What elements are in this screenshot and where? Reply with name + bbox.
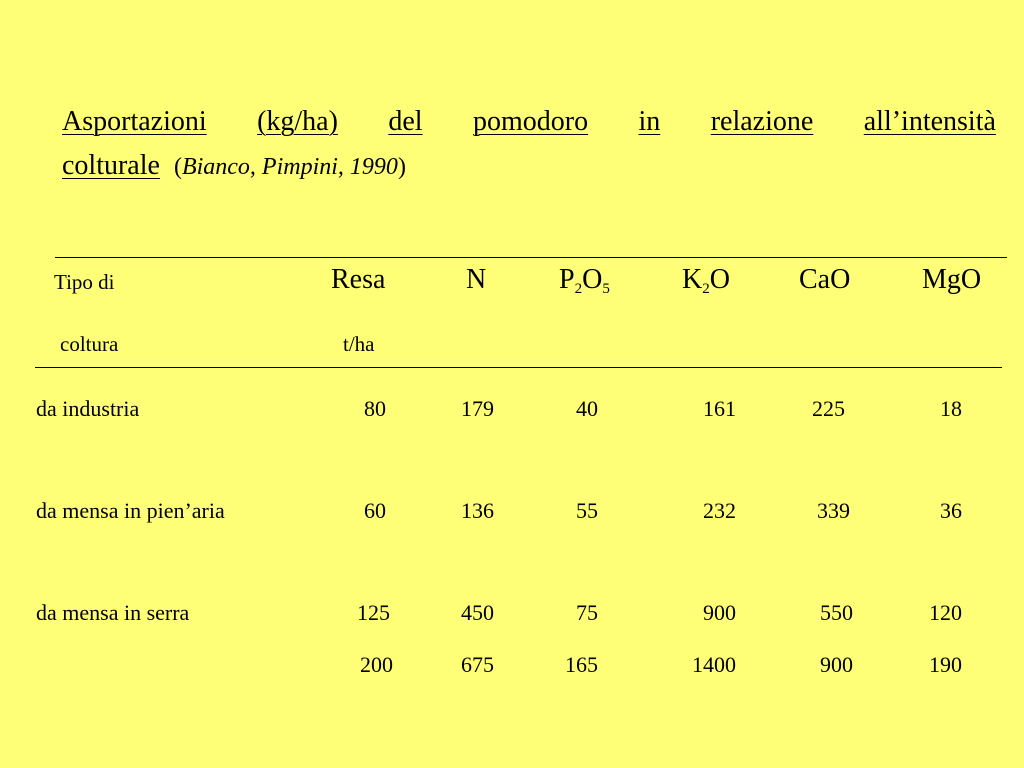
cell-n: 179: [461, 396, 494, 421]
title-word: del: [388, 106, 423, 137]
p2o5-sub-2: 2: [574, 281, 583, 297]
header-coltura: coltura: [60, 332, 119, 356]
cell-p2o5: 165: [565, 652, 598, 677]
cell-n: 136: [461, 498, 494, 523]
p2o5-p: P: [559, 264, 575, 295]
cell-p2o5: 75: [576, 600, 598, 625]
header-n: N: [466, 264, 487, 295]
title-word: (kg/ha): [257, 106, 338, 137]
header-resa: Resa: [331, 264, 386, 295]
cell-k2o: 161: [703, 396, 736, 421]
cell-n: 450: [461, 600, 494, 625]
header-cao: CaO: [799, 264, 851, 295]
title-word: Asportazioni: [62, 106, 207, 137]
k2o-o: O: [709, 264, 730, 295]
cell-p2o5: 40: [576, 396, 598, 421]
cell-mgo: 18: [940, 396, 962, 421]
title-word: colturale: [62, 150, 160, 181]
row-label: da mensa in serra: [36, 600, 190, 625]
slide-title: [62, 100, 996, 189]
row-label: da industria: [36, 396, 140, 421]
cell-resa: 200: [360, 652, 393, 677]
cell-cao: 225: [812, 396, 845, 421]
p2o5-sub-5: 5: [602, 281, 610, 297]
citation-authors: Bianco, Pimpini, 1990: [181, 154, 398, 180]
header-p2o5: [559, 264, 610, 296]
header-k2o: [682, 264, 730, 296]
citation-open: (: [173, 154, 182, 180]
cell-cao: 900: [820, 652, 853, 677]
p2o5-o: O: [582, 264, 603, 295]
cell-resa: 80: [364, 396, 386, 421]
header-resa-unit: t/ha: [343, 332, 375, 356]
cell-p2o5: 55: [576, 498, 598, 523]
title-word: all’intensità: [863, 106, 996, 137]
cell-mgo: 120: [929, 600, 962, 625]
citation: [174, 154, 406, 180]
table-top-rule: [55, 257, 1007, 258]
cell-resa: 60: [364, 498, 386, 523]
k2o-k: K: [682, 264, 703, 295]
title-line-2: [62, 144, 996, 189]
cell-n: 675: [461, 652, 494, 677]
cell-mgo: 190: [929, 652, 962, 677]
cell-k2o: 900: [703, 600, 736, 625]
citation-close: ): [397, 154, 406, 180]
cell-resa: 125: [357, 600, 390, 625]
cell-cao: 339: [817, 498, 850, 523]
header-mgo: MgO: [922, 264, 982, 295]
title-word: relazione: [710, 106, 814, 137]
title-word: in: [638, 106, 661, 137]
table-header-rule: [35, 367, 1002, 368]
row-label: da mensa in pien’aria: [36, 498, 225, 523]
cell-k2o: 232: [703, 498, 736, 523]
title-word: pomodoro: [472, 106, 589, 137]
cell-cao: 550: [820, 600, 853, 625]
cell-k2o: 1400: [692, 652, 736, 677]
header-tipo-di: Tipo di: [54, 270, 115, 294]
k2o-sub-2: 2: [702, 281, 710, 297]
cell-mgo: 36: [940, 498, 962, 523]
title-line-1: [62, 100, 996, 144]
